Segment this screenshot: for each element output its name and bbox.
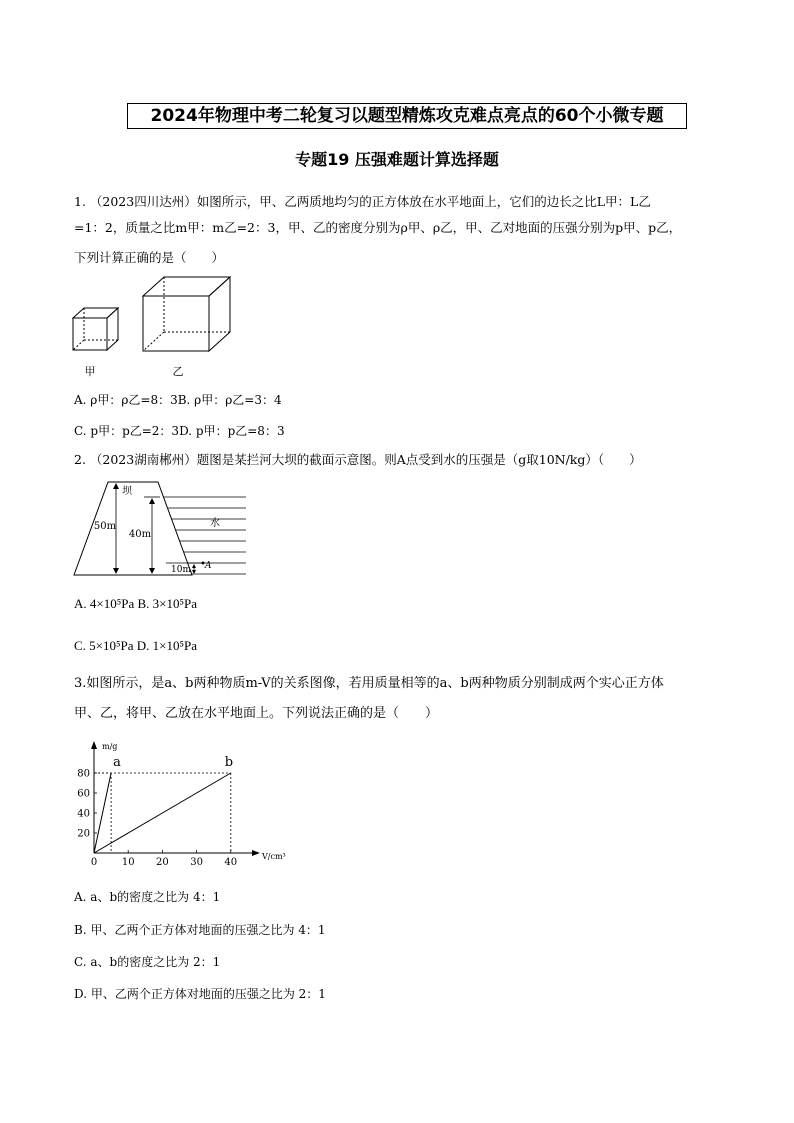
label-dam: 坝 <box>122 486 132 497</box>
q1-line3: 下列计算正确的是（ ） <box>74 250 225 265</box>
q3-option-a: A. a、b的密度之比为 4：1 <box>74 890 221 904</box>
q1-options-ab: A. ρ甲：ρ乙=8：3B. ρ甲：ρ乙=3：4 <box>74 393 282 407</box>
q3-option-d: D. 甲、乙两个正方体对地面的压强之比为 2：1 <box>74 987 326 1001</box>
q1-cubes-figure <box>68 272 238 384</box>
q2-options-cd: C. 5×10⁵Pa D. 1×10⁵Pa <box>74 638 198 653</box>
x-tick-label: 10 <box>121 857 135 868</box>
x-tick-label: 20 <box>156 857 169 868</box>
q2-options-ab: A. 4×10⁵Pa B. 3×10⁵Pa <box>74 596 198 611</box>
q3-option-c: C. a、b的密度之比为 2：1 <box>74 955 221 969</box>
x-axis-label: V/cm³ <box>262 852 286 861</box>
label-water: 水 <box>210 518 220 529</box>
q2-line1: 2. （2023湖南郴州）题图是某拦河大坝的截面示意图。则A点受到水的压强是（g取10N/kg）（ ） <box>74 452 642 467</box>
q1-line2: =1：2，质量之比m甲：m乙=2：3，甲、乙的密度分别为ρ甲、ρ乙，甲、乙对地面的压强分别为p甲、p乙， <box>74 220 682 235</box>
y-axis-label: m/g <box>102 742 118 751</box>
y-tick-label: 80 <box>77 768 90 780</box>
q3-option-b: B. 甲、乙两个正方体对地面的压强之比为 4：1 <box>74 923 326 937</box>
cube-yi <box>143 277 230 351</box>
x-tick-label: 30 <box>190 857 203 868</box>
q3-line1: 3.如图所示，是a、b两种物质m-V的关系图像，若用质量相等的a、b两种物质分别制成两个实心正方体 <box>74 676 664 691</box>
label-50m: 50m <box>93 521 117 532</box>
y-tick-label: 60 <box>77 788 90 800</box>
series-label-a: a <box>113 755 121 770</box>
document-title: 2024年物理中考二轮复习以题型精炼攻克难点亮点的60个小微专题 <box>127 103 687 129</box>
y-tick-label: 40 <box>77 808 90 820</box>
cube-jia <box>73 308 118 350</box>
y-tick-label: 20 <box>77 828 90 840</box>
label-10m: 10m <box>171 565 191 575</box>
series-label-b: b <box>224 755 234 770</box>
label-jia: 甲 <box>84 365 96 378</box>
series-line-b <box>94 773 231 853</box>
x-tick-label: 0 <box>90 857 98 868</box>
section-subtitle: 专题19 压强难题计算选择题 <box>295 150 499 169</box>
q3-line2: 甲、乙，将甲、乙放在水平地面上。下列说法正确的是（ ） <box>74 706 439 721</box>
m-v-chart <box>68 738 308 870</box>
label-40m: 40m <box>128 529 152 540</box>
q1-line1: 1. （2023四川达州）如图所示，甲、乙两质地均匀的正方体放在水平地面上，它们的边长之比L甲：L乙 <box>74 194 651 209</box>
label-point-a: A <box>205 561 212 571</box>
label-yi: 乙 <box>172 365 184 378</box>
x-tick-label: 40 <box>224 857 238 868</box>
q1-options-cd: C. p甲：p乙=2：3D. p甲：p乙=8：3 <box>74 424 285 438</box>
q2-dam-figure <box>70 478 250 580</box>
